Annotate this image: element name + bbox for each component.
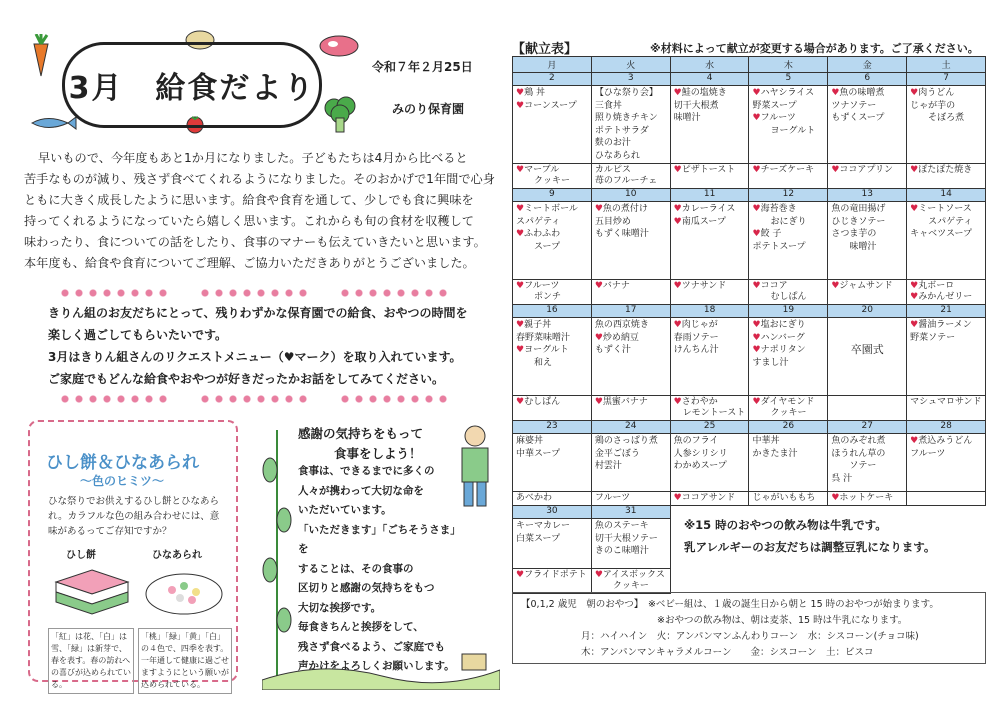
intro-line: 本年度も、給食や食育についてご理解、ご協力いただきありがとうございました。 [24,256,475,270]
snack-cell: ♥ぽたぽた焼き [907,164,986,189]
snack-cell: ♥むしぱん [513,396,592,421]
thanks-line: いただいています。 [298,504,392,516]
heart-icon: ♥ [673,281,682,291]
snack-cell: ♥さわやか レモントースト [670,396,749,421]
meal-cell: ♥親子丼 春野菜味噌汁 ♥ヨーグルト 和え [513,318,592,396]
snack-row [513,280,986,305]
heart-icon: ♥ [516,100,525,111]
snack-cell: ♥黒蜜バナナ [591,396,670,421]
meal-cell: 魚のステーキ 切干大根ソテー きのこ味噌汁 [591,519,670,569]
heart-icon: ♥ [752,88,761,98]
heart-icon: ♥ [752,113,761,123]
newsletter-title: 3月 給食だより [62,42,322,128]
snack-cell: ♥フルーツ ポンチ [513,280,592,305]
meal-cell: ♥鶏 丼 ♥コーンスープ [513,86,592,164]
snack-cell: マシュマロサンド [907,396,986,421]
thanks-line: 残さず食べるよう、ご家庭でも [298,640,445,653]
broccoli-icon [320,94,360,134]
heart-icon: ♥ [752,165,761,175]
date-cell: 10 [591,189,670,202]
hina-subtitle: ～色のヒミツ～ [80,474,165,488]
meal-cell: ♥ミートソース スパゲティ キャベツスープ [907,202,986,280]
date-cell: 3 [591,73,670,86]
meal-cell: ♥海苔巻き おにぎり ♥餃 子 ポテトスープ [749,202,828,280]
heart-icon: ♥ [673,88,682,98]
weekday-header: 木 [749,57,828,73]
meal-cell: ♥鮭の塩焼き 切干大根煮 味噌汁 [670,86,749,164]
heart-icon: ♥ [673,204,682,214]
snack-cell: あべかわ [513,492,592,506]
heart-icon: ♥ [516,229,525,239]
thanks-title-line: 感謝の気持ちをもって [298,426,424,441]
meal-cell: 卒園式 [828,318,907,396]
date-cell: 18 [670,305,749,318]
date-row [513,421,986,434]
meal-row [513,202,986,280]
school-name: みのり保育園 [392,102,465,116]
date-cell: 2 [513,73,592,86]
heart-icon: ♥ [831,493,840,503]
flower-border [60,394,170,404]
intro-line: 味わったり、食についての話をしたり、食事のマナーも伝えていきたいと思います。 [24,235,486,249]
heart-icon: ♥ [831,281,840,291]
date-cell: 13 [828,189,907,202]
hinaarare-icon [142,566,226,622]
date-cell: 4 [670,73,749,86]
date-cell: 19 [749,305,828,318]
intro-line: 苦手なものが減り、残さず食べてくれるようになりました。そのおかげで1年間で心身 [24,172,495,186]
date-cell: 21 [907,305,986,318]
intro-line: 早いもので、今年度もあと1か月になりました。子どもたちは4月から比べると [38,151,468,165]
heart-icon: ♥ [594,397,603,407]
meal-cell: 魚のフライ 人参シリシリ わかめスープ [670,434,749,492]
date-cell: 26 [749,421,828,434]
heart-icon: ♥ [673,216,682,227]
meal-cell: ♥醤油ラーメン 野菜ソテー [907,318,986,396]
request-line: きりん組のお友だちにとって、残りわずかな保育園での給食、おやつの時間を [48,306,468,320]
snack-row [513,396,986,421]
snack-cell: ♥ココアサンド [670,492,749,506]
farmer-illustration [452,424,498,508]
heart-icon: ♥ [516,397,525,407]
thanks-line: することは、その食事の [298,562,414,575]
date-cell: 9 [513,189,592,202]
heart-icon: ♥ [910,436,919,446]
morning-snack-box [512,592,986,664]
snack-cell: ♥チーズケーキ [749,164,828,189]
date-cell: 25 [670,421,749,434]
snack-info-line: 木：アンパンマンキャラメルコーン 金：シスコーン 土：ビスコ [581,647,874,658]
heart-icon: ♥ [594,570,603,580]
hishimochi-label: ひし餅 [66,550,96,561]
heart-icon: ♥ [594,204,603,214]
meal-cell: 中華丼 かきたま汁 [749,434,828,492]
heart-icon: ♥ [673,320,682,330]
intro-text [24,148,502,274]
date-cell: 28 [907,421,986,434]
hinaarare-caption: 「桃」「緑」「黄」「白」の４色で、四季を表す。一年通して健康に過ごせますようにという願いが込められている。 [138,628,232,694]
heart-icon: ♥ [516,88,525,98]
heart-icon: ♥ [831,88,840,98]
snack-info-line: 【0,1,2 歳児 朝のおやつ】 ※ベビー組は、１歳の誕生日から朝と 15 時のおやつが始まります。 [521,599,939,610]
weekday-header: 土 [907,57,986,73]
snack-cell: ♥マーブル クッキー [513,164,592,189]
date-cell: 11 [670,189,749,202]
snack-cell: ♥ツナサンド [670,280,749,305]
flower-border [340,288,450,298]
fish-icon [28,114,78,132]
field-illustration [262,640,500,690]
date-cell: 6 [828,73,907,86]
thanks-title [298,424,423,464]
heart-icon: ♥ [516,281,525,291]
snack-cell: ♥フライドポテト [513,569,592,594]
meat-icon [318,34,360,58]
snack-cell: ♥ピザトースト [670,164,749,189]
snack-cell: ♥ココア むしぱん [749,280,828,305]
snack-row [513,569,986,594]
date-cell: 30 [513,506,592,519]
meal-cell: 鶏のさっぱり煮 金平ごぼう 村雲汁 [591,434,670,492]
date-row [513,189,986,202]
meal-cell: 魚のみぞれ煮 ほうれん草の ソテー 呉 汁 [828,434,907,492]
meal-cell: 魚の竜田揚げ ひじきソテー さつま芋の 味噌汁 [828,202,907,280]
meal-row [513,434,986,492]
thanks-line: 人々が携わって大切な命を [298,484,424,497]
intro-line: ともに大きく成長したように思います。給食や食育を通して、少しでも食に興味を [24,193,474,207]
heart-icon: ♥ [673,397,682,407]
snack-cell: じゃがいももち [749,492,828,506]
snack-cell: ♥丸ボーロ ♥みかんゼリー [907,280,986,305]
heart-icon: ♥ [831,165,840,175]
heart-icon: ♥ [752,397,761,407]
snack-cell [907,492,986,506]
heart-icon: ♥ [752,345,761,355]
heart-icon: ♥ [516,204,525,214]
date-cell: 7 [907,73,986,86]
snack-cell: ♥アイスボックス クッキー [591,569,670,594]
meal-cell: 魚の西京焼き ♥炒め納豆 もずく汁 [591,318,670,396]
snack-cell: カルピス 苺のフルーチェ [591,164,670,189]
snack-cell: ♥バナナ [591,280,670,305]
weekday-header: 月 [513,57,592,73]
meal-cell: ♥煮込みうどん フルーツ [907,434,986,492]
thanks-title-line: 食事をしよう！ [334,446,422,461]
meal-cell: ♥カレーライス ♥南瓜スープ [670,202,749,280]
date-cell: 23 [513,421,592,434]
milk-note [684,514,984,558]
carrot-icon [26,34,56,78]
snack-cell: ♥ジャムサンド [828,280,907,305]
snack-cell: ♥ホットケーキ [828,492,907,506]
date-cell: 14 [907,189,986,202]
meal-cell: ♥塩おにぎり ♥ハンバーグ ♥ナポリタン すまし汁 [749,318,828,396]
weekday-header: 水 [670,57,749,73]
meal-cell: ♥魚の味噌煮 ツナソテー もずくスープ [828,86,907,164]
snack-info-line: 月：ハイハイン 火：アンパンマンふんわりコーン 水：シスコーン(チョコ味) [581,631,919,642]
heart-icon: ♥ [673,493,682,503]
heart-icon: ♥ [752,229,761,239]
meal-cell: ♥肉じゃが 春雨ソテー けんちん汁 [670,318,749,396]
snack-cell: ♥ココアプリン [828,164,907,189]
heart-icon: ♥ [910,204,919,214]
snack-row [513,492,986,506]
meal-cell: ♥肉うどん じゃが芋の そぼろ煮 [907,86,986,164]
meal-cell: ♥ミートボール スパゲティ ♥ふわふわ スープ [513,202,592,280]
snack-row [513,164,986,189]
thanks-line: 「いただきます」「ごちそうさま」を [298,523,461,555]
thanks-line: 食事は、できるまでに多くの [298,465,435,477]
heart-icon: ♥ [752,281,761,291]
heart-icon: ♥ [910,292,919,302]
date-cell: 5 [749,73,828,86]
date-cell: 16 [513,305,592,318]
heart-icon: ♥ [752,204,761,214]
snack-cell: フルーツ [591,492,670,506]
heart-icon: ♥ [910,320,919,330]
flower-border [60,288,170,298]
weekday-row [513,57,986,73]
hina-title: ひし餅＆ひなあられ [46,453,199,473]
thanks-line: 区切りと感謝の気持ちをもつ [298,582,435,594]
meal-row [513,318,986,396]
date-cell: 31 [591,506,670,519]
heart-icon: ♥ [910,88,919,98]
heart-icon: ♥ [673,165,682,175]
meal-cell: キーマカレー 白菜スープ [513,519,592,569]
date-row [513,73,986,86]
hina-text: ひな祭りでお供えするひし餅とひなあられ。カラフルな色の組み合わせには、意味があるってご存知ですか？ [48,496,220,537]
flower-border [200,394,310,404]
heart-icon: ♥ [516,345,525,355]
snack-cell: ♥ダイヤモンド クッキー [749,396,828,421]
heart-icon: ♥ [516,320,525,330]
milk-note-line: ※15 時のおやつの飲み物は牛乳です。 [684,518,887,532]
heart-icon: ♥ [516,570,525,580]
hishimochi-caption: 「紅」は花、「白」は雪、「緑」は新芽で、春を表す。春の訪れへの喜びが込められている。 [48,628,134,694]
date-cell: 27 [828,421,907,434]
date-cell: 12 [749,189,828,202]
request-line: ご家庭でもどんな給食やおやつが好きだったかお話をしてみてください。 [48,372,445,386]
meal-row [513,86,986,164]
heart-icon: ♥ [910,165,919,175]
flower-border [340,394,450,404]
meal-cell: ♥ハヤシライス 野菜スープ ♥フルーツ ヨーグルト [749,86,828,164]
intro-line: 持ってくれるようになっていたら嬉しく思います。これからも旬の食材を収穫して [24,214,474,228]
request-line: 楽しく過ごしてもらいたいです。 [48,328,228,342]
meal-cell: 【ひな祭り会】 三食丼 照り焼きチキン ポテトサラダ 麩のお汁 ひなあられ [591,86,670,164]
hishimochi-icon [52,566,132,622]
meal-cell: 麻婆丼 中華スープ [513,434,592,492]
meal-cell: ♥魚の煮付け 五目炒め もずく味噌汁 [591,202,670,280]
heart-icon: ♥ [752,320,761,330]
request-line: 3月はきりん組さんのリクエストメニュー（♥マーク）を取り入れています。 [48,350,462,364]
snack-info-line: ※おやつの飲み物は、朝は麦茶、15 時は牛乳になります。 [657,615,908,626]
milk-note-line: 乳アレルギーのお友だちは調整豆乳になります。 [684,540,936,554]
menu-note: ※材料によって献立が変更する場合があります。ご了承ください。 [650,42,979,55]
heart-icon: ♥ [516,165,525,175]
thanks-line: 声かけをよろしくお願いします。 [298,660,455,672]
snack-cell [828,396,907,421]
date-row [513,305,986,318]
date-cell: 24 [591,421,670,434]
heart-icon: ♥ [594,281,603,291]
date-cell: 20 [828,305,907,318]
menu-header: 【献立表】 [512,42,578,57]
thanks-line: 毎食きちんと挨拶をして、 [298,621,424,633]
weekday-header: 火 [591,57,670,73]
heart-icon: ♥ [910,281,919,291]
issue-date: 令和７年２月25日 [372,60,473,74]
heart-icon: ♥ [594,332,603,343]
date-cell: 17 [591,305,670,318]
heart-icon: ♥ [752,332,761,343]
hinaarare-label: ひなあられ [152,550,202,561]
flower-border [200,288,310,298]
thanks-line: 大切な挨拶です。 [298,601,382,614]
weekday-header: 金 [828,57,907,73]
request-text [48,302,468,390]
